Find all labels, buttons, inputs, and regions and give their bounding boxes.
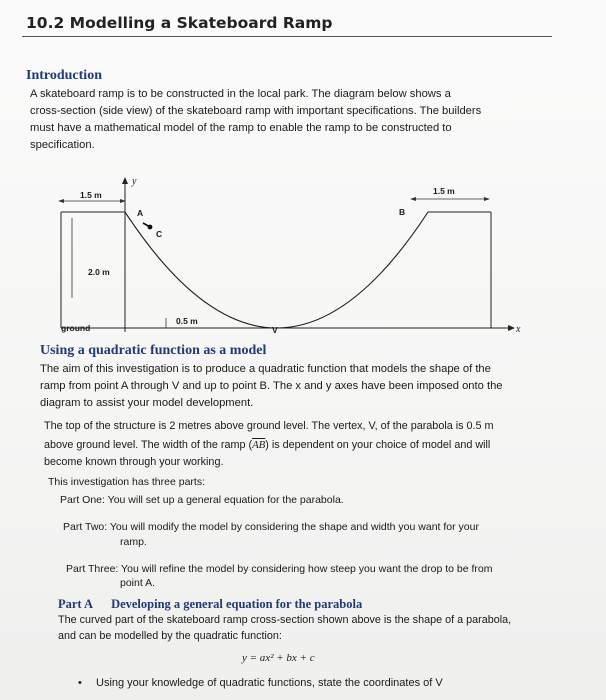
structure-line-1: The top of the structure is 2 metres above ground level. The vertex, V, of the parabola is 0.5 m [44, 420, 494, 432]
right-width-label: 1.5 m [433, 186, 455, 196]
structure-line-2-post: ) is dependent on your choice of model and will [265, 439, 491, 451]
ground-label: ground [61, 323, 91, 333]
intro-line-4: specification. [30, 139, 95, 151]
right-width-arrow-r-icon [484, 197, 490, 201]
parts-intro: This investigation has three parts: [48, 476, 205, 488]
parabola-curve [125, 212, 428, 328]
vertex-height-label: 0.5 m [176, 316, 198, 326]
y-axis-label: y [132, 176, 137, 187]
part-three-line-2: point A. [120, 577, 156, 589]
part-two-line-2: ramp. [120, 536, 147, 548]
question-bullet-text: Using your knowledge of quadratic functions, state the coordinates of V [96, 677, 443, 689]
part-a-line-1: The curved part of the skateboard ramp cross-section shown above is the shape of a parabola, [58, 614, 512, 626]
part-a-heading [58, 597, 362, 612]
point-c-label: C [156, 229, 163, 239]
structure-line-2 [44, 437, 490, 454]
quadratic-formula: y = ax² + bx + c [242, 652, 315, 664]
structure-line-2-pre: above ground level. The width of the ramp ( [44, 439, 253, 451]
part-a-label: Part A [58, 597, 94, 611]
part-a-line-2: and can be modelled by the quadratic function: [58, 630, 282, 642]
right-width-arrow-l-icon [410, 197, 416, 201]
height-label: 2.0 m [88, 267, 110, 277]
x-axis-arrow-icon [508, 325, 515, 331]
part-two-line-1: Part Two: You will modify the model by considering the shape and width you want for your [63, 521, 479, 533]
intro-line-1: A skateboard ramp is to be constructed in the local park. The diagram below shows a [30, 88, 451, 100]
structure-line-3: become known through your working. [44, 456, 224, 468]
aim-line-3: diagram to assist your model development. [40, 397, 254, 409]
part-a-title: Developing a general equation for the parabola [111, 597, 363, 611]
point-b-label: B [399, 207, 406, 217]
vertex-v-label: V [272, 325, 278, 335]
y-axis-arrow-icon [122, 177, 128, 184]
section-title: 10.2 Modelling a Skateboard Ramp [26, 14, 333, 32]
intro-line-2: cross-section (side view) of the skateboard ramp with important specifications. The builders [30, 105, 482, 117]
point-a-label: A [137, 208, 144, 218]
x-axis-label: x [516, 324, 521, 335]
part-three-line-1: Part Three: You will refine the model by considering how steep you want the drop to be from [66, 563, 493, 575]
bullet-icon: • [78, 677, 82, 689]
aim-line-2: ramp from point A through V and up to point B. The x and y axes have been imposed onto the [40, 380, 503, 392]
introduction-heading: Introduction [26, 68, 102, 83]
ramp-diagram [0, 0, 606, 345]
left-width-arrow-l-icon [58, 199, 64, 203]
part-one-line: Part One: You will set up a general equation for the parabola. [60, 494, 344, 506]
model-heading: Using a quadratic function as a model [40, 343, 267, 358]
ab-segment-label: $\overline{AB}$ [252, 439, 266, 451]
left-width-label: 1.5 m [80, 190, 102, 200]
intro-line-3: must have a mathematical model of the ramp to enable the ramp to be constructed to [30, 122, 452, 134]
aim-line-1: The aim of this investigation is to produce a quadratic function that models the shape of the [40, 363, 491, 375]
